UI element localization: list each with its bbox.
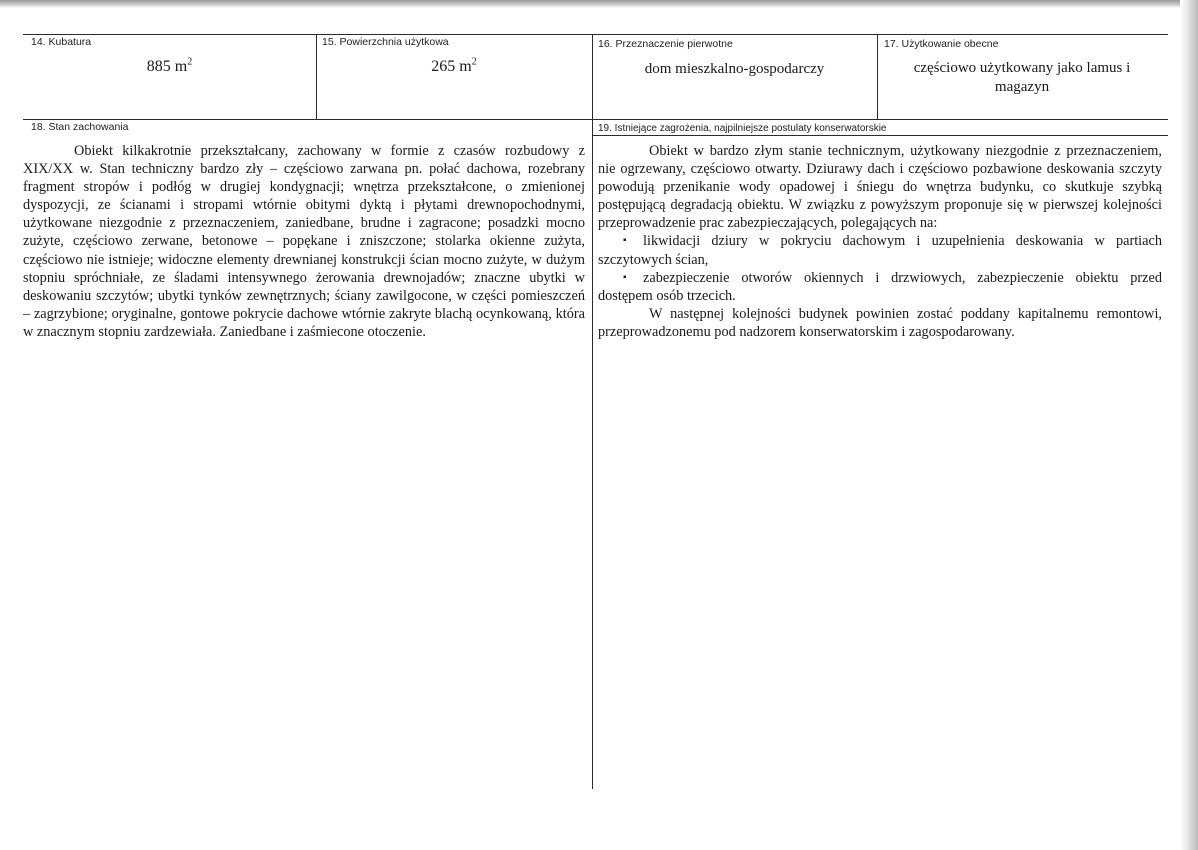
przeznaczenie-label: 16. Przeznaczenie pierwotne — [598, 38, 733, 50]
bullet-square-icon: ▪ — [623, 235, 627, 247]
powierzchnia-number: 265 m — [431, 58, 472, 75]
stan-text: Obiekt kilkakrotnie przekształcany, zachowany w formie z czasów rozbudowy z XIX/XX w. Stan techniczny bardzo zły – częściowo zarwana pn. połać dachowa, rozebrany fragment stropów i podłóg w drugiej kondygnacji; wnętrza przekształcone, o zmienionej dyspozycji, ze ścianami i stropami wtórnie obitymi dyktą i płytami drewnopochodnymi, użytkowane niezgodnie z przeznaczeniem, zaniedbane, brudne i zagracone; posadzki mocno zużyte, częściowo zerwane, betonowe – popękane i zniszczone; stolarka okienne zużyta, częściowo nie istnieje; widoczne elementy drewnianej konstrukcji ścian mocno zużyte, w dużym stopniu spróchniałe, ze śladami intensywnego żerowania drewnojadów; znaczne ubytki w deskowaniu szczytów; ubytki tynków zewnętrznych; ściany zawilgocone, w części pomieszczeń – zagrzybione; oryginalne, gontowe pokrycie dachowe wtórnie zakryte blachą ocynkowaną, która w znacznym stopniu zardzewiała. Zaniedbane i zaśmiecone otoczenie. — [23, 143, 585, 340]
kubatura-number: 885 m — [146, 58, 188, 75]
col-divider-main — [592, 34, 593, 789]
bullet-text: likwidacji dziury w pokryciu dachowym i uzupełnienia deskowania w partiach szczytowych ścian, — [598, 233, 1162, 268]
uzytkowanie-value: częściowo użytkowany jako lamus i magazyn — [913, 60, 1131, 95]
uzytkowanie-label: 17. Użytkowanie obecne — [884, 38, 999, 50]
powierzchnia-label: 15. Powierzchnia użytkowa — [322, 36, 449, 48]
table-top-border — [23, 34, 1168, 35]
zagrozenia-label: 19. Istniejące zagrożenia, najpilniejsze postulaty konserwatorskie — [598, 123, 887, 134]
zagrozenia-closing: W następnej kolejności budynek powinien zostać poddany kapitalnemu remontowi, przeprowadzonemu pod nadzorem konserwatorskim i zagospodarowany. — [598, 305, 1162, 340]
powierzchnia-value — [316, 57, 592, 77]
bullet-item — [598, 232, 1162, 268]
przeznaczenie-value: dom mieszkalno-gospodarczy — [644, 61, 825, 77]
section-19-underline — [592, 135, 1168, 136]
stan-label: 18. Stan zachowania — [31, 121, 129, 133]
bullet-item — [598, 269, 1162, 305]
kubatura-label: 14. Kubatura — [31, 36, 92, 48]
row-divider — [23, 119, 1168, 120]
stan-section — [23, 142, 585, 341]
bullet-square-icon: ▪ — [623, 271, 627, 283]
powierzchnia-unit-sup: 2 — [471, 56, 477, 68]
scan-top-edge — [0, 0, 1198, 8]
zagrozenia-section — [598, 142, 1162, 341]
col-divider-3 — [877, 34, 878, 119]
kubatura-unit-sup: 2 — [187, 56, 193, 68]
scan-right-edge — [1180, 0, 1198, 850]
bullet-text: zabezpieczenie otworów okiennych i drzwiowych, zabezpieczenie obiektu przed dostępem osób trzecich. — [598, 269, 1162, 304]
zagrozenia-intro: Obiekt w bardzo złym stanie technicznym, użytkowany niezgodnie z przeznaczeniem, nie ogrzewany, częściowo otwarty. Dziurawy dach i częściowo pozbawione deskowania szczyty powodują przenikanie wody opadowej i śniegu do wnętrza budynku, co skutkuje szybką postępującą degradacją obiektu. W związku z powyższym proponuje się w pierwszej kolejności przeprowadzenie prac zabezpieczających, polegających na: — [598, 143, 1162, 232]
kubatura-value — [23, 57, 316, 77]
